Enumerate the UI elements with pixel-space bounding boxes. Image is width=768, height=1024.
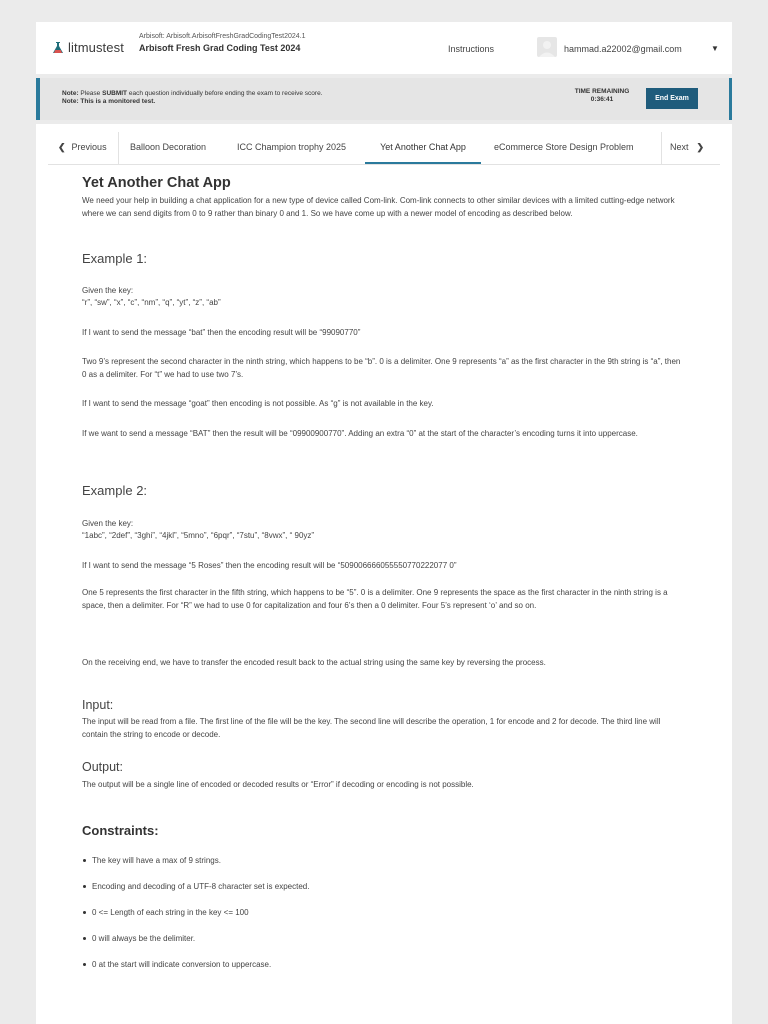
constraints-list <box>82 854 309 971</box>
example-2-para-2: One 5 represents the first character in the fifth string, which happens to be “5”. 0 is a delimiter. One 9 represents the space as the first character in the ninth string is a space, then a delimiter. For “R” we had to use 0 for capitalization and four 6’s then a 0 delimiter. Four 5’s represent ‘o’ and so on. <box>82 588 668 610</box>
tab-yet-another-chat-app[interactable]: Yet Another Chat App <box>365 132 481 164</box>
example-1-para-3: If I want to send the message “goat” then encoding is not possible. As “g” is not available in the key. <box>82 399 434 408</box>
example-2-given: Given the key: <box>82 519 134 528</box>
notice-line-2 <box>62 98 323 106</box>
example-1-para-1: If I want to send the message “bat” then the encoding result will be “99090770” <box>82 328 361 337</box>
previous-label: Previous <box>71 142 107 152</box>
example-1-para-4: If we want to send a message “BAT” then the result will be “09900900770”. Adding an extra “0” at the start of the character’s encoding turns it into uppercase. <box>82 429 638 438</box>
tab-divider <box>118 132 119 164</box>
input-text: The input will be read from a file. The first line of the file will be the key. The second line will describe the operation, 1 for encode and 2 for decode. The third line will contain the string to encode or decode. <box>82 717 661 739</box>
problem-intro: We need your help in building a chat application for a new type of device called Com-link. Com-link connects to other similar devices with a limited cutting-edge network where we can send digits from 0 to 9 rather than binary 0 and 1. So we have come up with a newer model of encoding as described below. <box>82 196 675 218</box>
tab-icc-champion-trophy[interactable]: ICC Champion trophy 2025 <box>237 142 347 152</box>
tab-balloon-decoration[interactable]: Balloon Decoration <box>130 142 207 152</box>
chevron-down-icon[interactable]: ▼ <box>711 44 719 53</box>
previous-button[interactable] <box>48 132 118 163</box>
example-1-key: “r”, “sw”, “x”, “c”, “nm”, “q”, “yt”, “z”, “ab” <box>82 298 221 307</box>
time-value: 0:36:41 <box>590 96 614 103</box>
chevron-left-icon: ❮ <box>58 142 66 152</box>
time-label: TIME REMAINING <box>574 88 630 95</box>
tab-divider <box>661 132 662 164</box>
user-email[interactable]: hammad.a22002@gmail.com <box>564 44 682 54</box>
example-2-para-3: On the receiving end, we have to transfer the encoded result back to the actual string using the same key by reversing the process. <box>82 658 546 667</box>
next-button[interactable] <box>670 132 720 163</box>
test-title: Arbisoft Fresh Grad Coding Test 2024 <box>139 43 301 53</box>
instructions-link[interactable]: Instructions <box>448 44 495 54</box>
input-heading: Input: <box>82 698 114 712</box>
output-heading: Output: <box>82 760 123 774</box>
test-path: Arbisoft: Arbisoft.ArbisoftFreshGradCodingTest2024.1 <box>139 33 306 40</box>
example-1-given: Given the key: <box>82 286 134 295</box>
constraint-item: 0 will always be the delimiter. <box>82 932 309 945</box>
header-bar <box>36 22 732 74</box>
notice-line-1 <box>62 90 323 98</box>
user-icon <box>537 37 557 57</box>
example-2-heading: Example 2: <box>82 483 148 498</box>
next-label: Next <box>670 142 689 152</box>
tab-ecommerce-store-design[interactable]: eCommerce Store Design Problem <box>494 142 634 152</box>
end-exam-button[interactable]: End Exam <box>646 88 698 109</box>
notice-text <box>62 90 323 106</box>
constraint-item: 0 <= Length of each string in the key <= 100 <box>82 906 309 919</box>
constraint-item: The key will have a max of 9 strings. <box>82 854 309 867</box>
example-2-para-1: If I want to send the message “5 Roses” then the encoding result will be “509006666055550770222077 0” <box>82 561 457 570</box>
notice-bar <box>36 78 732 120</box>
example-2-key: “1abc”, “2def”, “3ghi”, “4jkl”, “5mno”, “6pqr”, “7stu”, “8vwx”, “ 90yz” <box>82 531 315 540</box>
litmus-flask-icon <box>52 42 64 54</box>
constraint-item: Encoding and decoding of a UTF-8 character set is expected. <box>82 880 309 893</box>
avatar[interactable] <box>537 37 557 57</box>
constraint-item: 0 at the start will indicate conversion to uppercase. <box>82 958 309 971</box>
chevron-right-icon: ❯ <box>696 142 705 152</box>
test-info <box>139 33 306 53</box>
question-tabs <box>48 132 720 165</box>
example-1-heading: Example 1: <box>82 251 148 266</box>
time-remaining <box>566 88 638 103</box>
logo-text: litmustest <box>68 40 124 55</box>
content-panel <box>36 124 732 1024</box>
problem-title: Yet Another Chat App <box>82 175 231 191</box>
example-1-para-2: Two 9’s represent the second character in the ninth string, which happens to be “b”. 0 is a delimiter. One 9 represents “a” as the first character in the 9th string is “a”, then 0 as a delimiter. For “t” we had to use two 7’s. <box>82 357 681 379</box>
logo[interactable] <box>52 40 124 55</box>
notice-label: Note: <box>62 90 79 97</box>
notice-monitored: Note: This is a monitored test. <box>62 98 156 105</box>
constraints-heading: Constraints: <box>82 823 159 838</box>
output-text: The output will be a single line of encoded or decoded results or “Error” if decoding or encoding is not possible. <box>82 780 474 789</box>
notice-text-b: each question individually before ending the exam to receive score. <box>127 90 323 97</box>
notice-submit-word: SUBMIT <box>102 90 128 97</box>
notice-text-a: Please <box>78 90 103 97</box>
